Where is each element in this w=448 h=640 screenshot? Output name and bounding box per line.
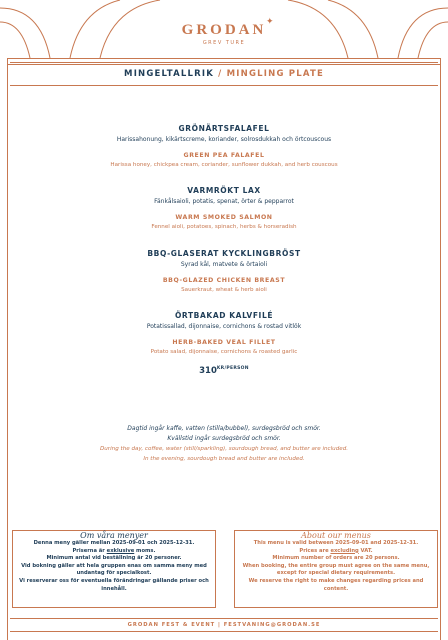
- info-line: Vid bokning gäller att hela gruppen enas om samma meny med undantag för specialkost.: [21, 562, 207, 577]
- included-en-day: During the day, coffee, water (still/sparkling), sourdough bread, and butter are included.: [99, 446, 349, 452]
- included-sv-evening: Kvällstid ingår surdegsbröd och smör.: [167, 435, 281, 442]
- left-frame-border: [7, 58, 8, 640]
- info-heading-en: About our menus: [296, 531, 376, 540]
- footer-company: GRODAN FEST & EVENT: [127, 622, 216, 628]
- info-line: We reserve the right to make changes regarding prices and content.: [248, 577, 424, 592]
- underlined-term: excluding: [330, 547, 359, 554]
- info-body-en: [240, 540, 432, 593]
- price-unit: KR/PERSON: [216, 366, 249, 372]
- menu-title-sep: /: [214, 69, 227, 79]
- dish-name-sv: BBQ-GLASERAT KYCKLINGBRÖST: [147, 249, 301, 258]
- footer: [10, 618, 438, 632]
- info-box-sv: [12, 530, 216, 608]
- brand-logo: GRODAN: [181, 22, 267, 38]
- dish-name-sv: ÖRTBAKAD KALVFILÉ: [174, 311, 274, 320]
- dish-chicken: [12, 249, 436, 293]
- footer-separator: |: [215, 622, 224, 628]
- included-en-evening: In the evening, sourdough bread and butter are included.: [143, 456, 305, 462]
- dish-desc-en: Harissa honey, chickpea cream, coriander, sunflower dukkah, and herb couscous: [110, 162, 338, 168]
- dish-name-en: HERB-BAKED VEAL FILLET: [172, 339, 276, 346]
- dish-desc-en: Potato salad, dijonnaise, cornichons & roasted garlic: [150, 349, 298, 355]
- info-box-en: [234, 530, 438, 608]
- dish-desc-sv: Syrad kål, matvete & örtaioli: [180, 261, 268, 268]
- menu-title: [10, 62, 438, 86]
- dish-name-en: GREEN PEA FALAFEL: [183, 152, 265, 159]
- info-line: Minimum antal vid beställning är 20 personer.: [46, 555, 182, 562]
- footer-email[interactable]: FESTVANING@GRODAN.SE: [223, 622, 321, 628]
- menu-title-sv: MINGELTALLRIK: [124, 69, 215, 79]
- bird-icon: ✦: [266, 17, 274, 27]
- info-line: When booking, the entire group must agree on the same menu, except for special dietary requirements.: [242, 562, 430, 577]
- info-line: Vi reserverar oss för eventuella förändringar gällande priser och innehåll.: [19, 577, 209, 592]
- dish-desc-en: Fennel aioli, potatoes, spinach, herbs & horseradish: [151, 224, 297, 230]
- price-amount: 310: [199, 366, 217, 376]
- dish-desc-en: Sauerkraut, wheat & herb aioli: [181, 287, 267, 293]
- dish-name-en: BBQ-GLAZED CHICKEN BREAST: [162, 277, 286, 284]
- info-heading-sv: Om våra menyer: [75, 531, 153, 540]
- dish-desc-sv: Potatissallad, dijonnaise, cornichons & rostad vitlök: [146, 323, 302, 330]
- info-line: Priserna är exklusive moms.: [72, 547, 156, 554]
- underlined-term: exklusive: [106, 547, 135, 554]
- info-line: Denna meny gäller mellan 2025-09-01 och 2025-12-31.: [33, 540, 195, 546]
- price: [0, 366, 448, 376]
- info-line: This menu is valid between 2025-09-01 and 2025-12-31.: [253, 540, 419, 546]
- included-notes: [10, 424, 438, 464]
- dish-name-en: WARM SMOKED SALMON: [175, 214, 273, 221]
- dish-name-sv: GRÖNÄRTSFALAFEL: [178, 124, 270, 133]
- info-line: Prices are excluding VAT.: [299, 547, 373, 554]
- dish-desc-sv: Fänkålsaioli, potatis, spenat, örter & pepparrot: [154, 198, 294, 205]
- dish-name-sv: VARMRÖKT LAX: [187, 186, 261, 195]
- dish-salmon: [12, 186, 436, 230]
- included-sv-day: Dagtid ingår kaffe, vatten (stilla/bubbel), surdegsbröd och smör.: [127, 425, 321, 432]
- info-body-sv: [18, 540, 210, 593]
- info-line: Minimum number of orders are 20 persons.: [272, 555, 400, 562]
- brand-subtitle: GREV TURE: [202, 40, 246, 46]
- dish-falafel: [12, 124, 436, 168]
- dish-desc-sv: Harissahonung, kikärtscreme, koriander, solrosdukkah och örtcouscous: [116, 136, 332, 143]
- dish-veal: [12, 311, 436, 355]
- menu-title-en: MINGLING PLATE: [226, 69, 324, 79]
- right-frame-border: [440, 58, 441, 640]
